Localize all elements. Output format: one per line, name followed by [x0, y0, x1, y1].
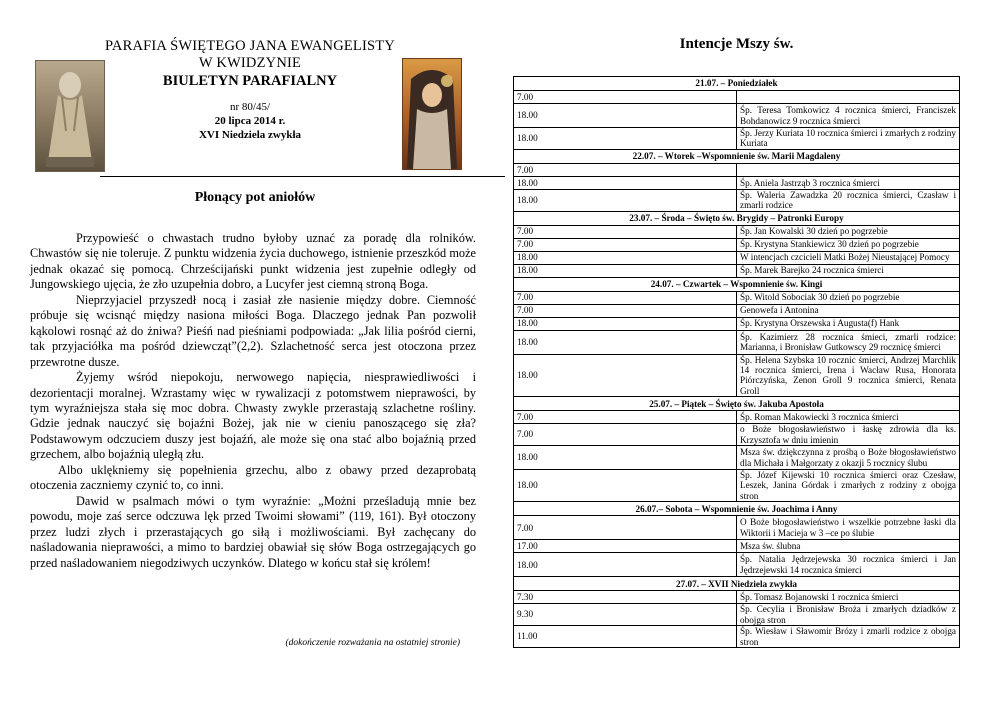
saint-bridget-painting-image: [402, 58, 462, 170]
day-heading: 26.07.– Sobota – Wspomnienie św. Joachima i Anny: [514, 502, 960, 516]
intention-row: [514, 251, 960, 264]
intention-row: [514, 304, 960, 317]
mass-time: 18.00: [514, 354, 737, 397]
mass-time: 7.00: [514, 424, 737, 446]
intention-text: Śp. Teresa Tomkowicz 4 rocznica śmierci, Franciszek Bohdanowicz 9 rocznica śmierci: [737, 104, 960, 128]
intention-row: [514, 553, 960, 577]
mass-time: 18.00: [514, 330, 737, 354]
mass-intentions-title: Intencje Mszy św.: [679, 36, 794, 52]
header-divider: [100, 176, 505, 177]
intention-row: [514, 163, 960, 176]
intention-row: [514, 604, 960, 626]
mass-time: 18.00: [514, 176, 737, 189]
intention-text: Śp. Jan Kowalski 30 dzień po pogrzebie: [737, 225, 960, 238]
intention-row: [514, 354, 960, 397]
intention-text: Msza św. ślubna: [737, 540, 960, 553]
intention-text: O Boże błogosławieństwo i wszelkie potrzebne łaski dla Wiktorii i Macieja w 3 –ce po ślubie: [737, 516, 960, 540]
article-paragraph: Przypowieść o chwastach trudno byłoby uznać za poradę dla rolników. Chwastów się nie toleruje. Z punktu widzenia życia duchowego, istnienie przeszkód może jednak okazać się pomocą. Chrześcijański punkt widzenia jest zupełnie odległy od Jungowskiego ujęcia, że zło uzupełnia dobro, a Lucyfer jest ciemną stroną Boga.: [30, 231, 476, 292]
mass-time: 18.00: [514, 251, 737, 264]
intention-row: [514, 104, 960, 128]
article-body: [30, 231, 476, 571]
intention-row: [514, 424, 960, 446]
day-heading: 25.07. – Piątek – Święto św. Jakuba Apostoła: [514, 397, 960, 411]
day-heading: 27.07. – XVII Niedziela zwykła: [514, 577, 960, 591]
day-heading: 23.07. – Środa – Święto św. Brygidy – Patronki Europy: [514, 211, 960, 225]
intention-text: Śp. Helena Szybska 10 rocznic śmierci, Andrzej Marchlik 14 rocznica śmierci, Irena i Wacław Rusa, Honorata Piórczyńska, Zenon Groll 9 rocznica śmierci, Renata Groll: [737, 354, 960, 397]
intention-text: Śp. Cecylia i Bronisław Broża i zmarłych dziadków z obojga stron: [737, 604, 960, 626]
intention-text: Śp. Józef Kijewski 10 rocznica śmierci oraz Czesław, Leszek, Janina Górdak i zmarłych z rodziny z obojga stron: [737, 470, 960, 502]
mass-time: 7.00: [514, 304, 737, 317]
intention-text: o Boże błogosławieństwo i łaskę zdrowia dla ks. Krzysztofa w dniu imienin: [737, 424, 960, 446]
article-title: Płonący pot aniołów: [194, 190, 316, 205]
day-heading: 21.07. – Poniedziałek: [514, 77, 960, 91]
intention-row: [514, 317, 960, 330]
mass-time: 7.00: [514, 225, 737, 238]
intention-text: Genowefa i Antonina: [737, 304, 960, 317]
article-paragraph: Albo uklękniemy się popełnienia grzechu, albo z obawy przed dezaprobatą otoczenia zaczniemy czynić to, co inni.: [30, 462, 476, 493]
intention-row: [514, 470, 960, 502]
intention-text: Śp. Natalia Jędrzejewska 30 rocznica śmierci i Jan Jędrzejewski 14 rocznica śmierci: [737, 553, 960, 577]
parish-name: PARAFIA ŚWIĘTEGO JANA EWANGELISTY: [104, 38, 396, 54]
intention-text: Śp. Roman Makowiecki 3 rocznica śmierci: [737, 411, 960, 424]
article-paragraph: Nieprzyjaciel przyszedł nocą i zasiał złe nasienie między dobre. Ciemność próbuje się wcisnąć między nasiona miłości Boga. Dlaczego jednak Pan pozwolił kąkolowi rosnąć aż do żniwa? Pieśń nad pieśniami podpowiada: „Jak lilia pośród cierni, tak przyjaciółka ma pośród dziewcząt”(2,2). Szlachetność serca jest otoczona przez przewrotne dusze.: [30, 292, 476, 369]
saint-john-statue-image: [35, 60, 105, 172]
intention-text: Śp. Wiesław i Sławomir Brózy i zmarli rodzice z obojga stron: [737, 626, 960, 648]
intention-text: Śp. Aniela Jastrząb 3 rocznica śmierci: [737, 176, 960, 189]
mass-time: 17.00: [514, 540, 737, 553]
intention-row: [514, 446, 960, 470]
day-heading-row: [514, 211, 960, 225]
mass-time: 18.00: [514, 317, 737, 330]
intention-row: [514, 176, 960, 189]
intention-row: [514, 264, 960, 277]
parish-city: W KWIDZYNIE: [198, 55, 302, 71]
article-paragraph: Dawid w psalmach mówi o tym wyraźnie: „Możni prześladują mnie bez powodu, moje zaś serce odczuwa lęk przed Twoimi słowami” (119, 161). Był otoczony przez ludzi złych i przerastających go siłą i możliwościami. Był zachęcany do naśladowania nieprawości, a mimo to bardziej obawiał się słów Boga ostrzegających go przed naśladowaniem niegodziwych uczynków. Dlatego w końcu stał się królem!: [30, 493, 476, 570]
intention-text: Śp. Waleria Zawadzka 20 rocznica śmierci, Czasław i zmarli rodzice: [737, 189, 960, 211]
intention-text: [737, 91, 960, 104]
mass-time: 9.30: [514, 604, 737, 626]
issue-date: 20 lipca 2014 r.: [214, 115, 286, 127]
mass-time: 7.00: [514, 238, 737, 251]
bulletin-title: BIULETYN PARAFIALNY: [162, 73, 338, 89]
intention-row: [514, 189, 960, 211]
intention-row: [514, 291, 960, 304]
intention-text: Śp. Witold Sobociak 30 dzień po pogrzebie: [737, 291, 960, 304]
continuation-note: (dokończenie rozważania na ostatniej stronie): [285, 638, 460, 648]
intention-row: [514, 91, 960, 104]
mass-time: 18.00: [514, 189, 737, 211]
liturgical-sunday: XVI Niedziela zwykła: [198, 129, 302, 141]
intention-row: [514, 540, 960, 553]
day-heading-row: [514, 502, 960, 516]
mass-time: 18.00: [514, 104, 737, 128]
intention-row: [514, 626, 960, 648]
day-heading: 22.07. – Wtorek –Wspomnienie św. Marii Magdaleny: [514, 149, 960, 163]
mass-time: 18.00: [514, 446, 737, 470]
mass-intentions-table: [513, 76, 960, 648]
bulletin-header: [30, 30, 480, 180]
mass-time: 11.00: [514, 626, 737, 648]
intention-row: [514, 516, 960, 540]
intention-text: Śp. Krystyna Orszewska i Augusta(f) Hank: [737, 317, 960, 330]
mass-time: 18.00: [514, 553, 737, 577]
intention-text: W intencjach czcicieli Matki Bożej Nieustającej Pomocy: [737, 251, 960, 264]
intention-row: [514, 411, 960, 424]
intention-row: [514, 128, 960, 150]
intention-text: Śp. Jerzy Kuriata 10 rocznica śmierci i zmarłych z rodziny Kuriata: [737, 128, 960, 150]
intention-text: Śp. Marek Barejko 24 rocznica śmierci: [737, 264, 960, 277]
mass-time: 7.00: [514, 163, 737, 176]
intention-row: [514, 238, 960, 251]
day-heading: 24.07. – Czwartek – Wspomnienie św. Kingi: [514, 277, 960, 291]
issue-number: nr 80/45/: [229, 101, 271, 113]
mass-time: 7.00: [514, 411, 737, 424]
intention-row: [514, 330, 960, 354]
intention-text: Śp. Kazimierz 28 rocznica śmieci, zmarli rodzice: Marianna, i Bronisław Gutkowscy 29 rocznicę śmierci: [737, 330, 960, 354]
intention-row: [514, 591, 960, 604]
mass-time: 7.00: [514, 291, 737, 304]
day-heading-row: [514, 77, 960, 91]
intention-text: Śp. Krystyna Stankiewicz 30 dzień po pogrzebie: [737, 238, 960, 251]
mass-time: 7.30: [514, 591, 737, 604]
intention-text: [737, 163, 960, 176]
intention-row: [514, 225, 960, 238]
day-heading-row: [514, 277, 960, 291]
intention-text: Msza św. dziękczynna z prośbą o Boże błogosławieństwo dla Michała i Małgorzaty z okazji 5 rocznicy ślubu: [737, 446, 960, 470]
mass-time: 18.00: [514, 264, 737, 277]
mass-time: 18.00: [514, 470, 737, 502]
intention-text: Śp. Tomasz Bojanowski 1 rocznica śmierci: [737, 591, 960, 604]
day-heading-row: [514, 577, 960, 591]
mass-time: 7.00: [514, 91, 737, 104]
mass-time: 7.00: [514, 516, 737, 540]
article-paragraph: Żyjemy wśród niepokoju, nerwowego napięcia, niesprawiedliwości i dezorientacji moralnej. Wzrastamy więc w rywalizacji z potomstwem nieprawości, by tym wyraźniejsza stała się moc dobra. Chwasty zwykle przerastają szlachetne rośliny. Gdzie jednak nauczyć się bojaźni Bożej, jak nie w cieniu panoszącego się zła? Podstawowym odczuciem duszy jest bojaźń, ale może się ona stać albo bojaźnią przed grzechem, albo bojaźnią uległą złu.: [30, 370, 476, 462]
day-heading-row: [514, 149, 960, 163]
mass-time: 18.00: [514, 128, 737, 150]
day-heading-row: [514, 397, 960, 411]
